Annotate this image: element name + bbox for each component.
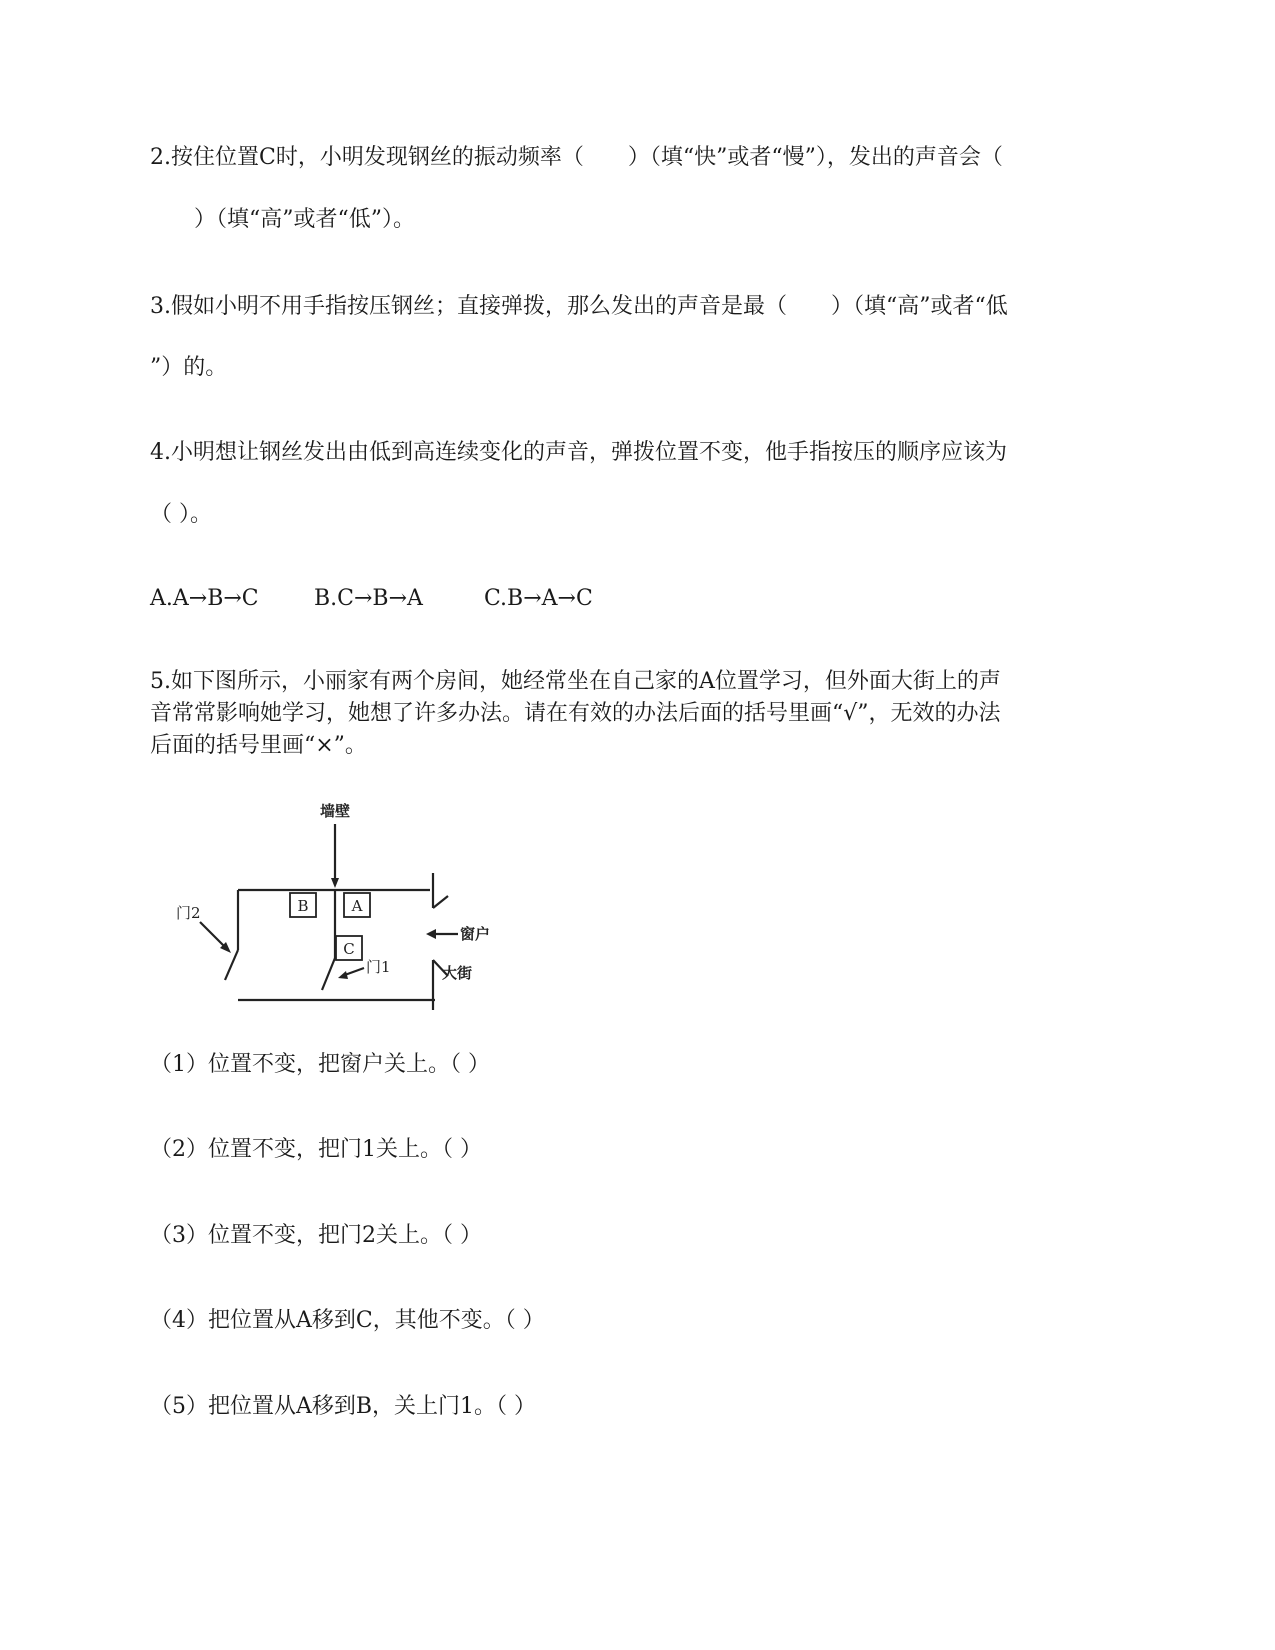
wall-label: 墙壁 <box>319 802 351 820</box>
q4-line1: 4.小明想让钢丝发出由低到高连续变化的声音，弹拨位置不变，他手指按压的顺序应该为 <box>150 440 1007 465</box>
room-diagram <box>150 800 510 1020</box>
q4-option-a: A.A→B→C <box>150 586 259 611</box>
q5-line2: 音常常影响她学习，她想了许多办法。请在有效的办法后面的括号里画“√”，无效的办法 <box>150 701 1001 726</box>
q5-line1: 5.如下图所示，小丽家有两个房间，她经常坐在自己家的A位置学习，但外面大街上的声 <box>150 669 1001 694</box>
q5-item-2: （2）位置不变，把门1关上。（ ） <box>150 1137 482 1162</box>
q5-item-5: （5）把位置从A移到B，关上门1。（ ） <box>150 1394 537 1419</box>
q4-option-b: B.C→B→A <box>314 586 423 611</box>
box-b-label: B <box>297 897 309 915</box>
door2-label: 门2 <box>176 904 201 922</box>
q2-line2: ）（填“高”或者“低”）。 <box>150 207 415 232</box>
q5-item-1: （1）位置不变，把窗户关上。（ ） <box>150 1052 490 1077</box>
q2-line1: 2.按住位置C时，小明发现钢丝的振动频率（ ）（填“快”或者“慢”），发出的声音会（ <box>150 145 1003 170</box>
box-c-label: C <box>343 940 355 958</box>
q3-line2: ”）的。 <box>150 355 228 380</box>
q5-paragraph <box>150 666 1130 762</box>
q5-item-3: （3）位置不变，把门2关上。（ ） <box>150 1223 482 1248</box>
street-label: 大街 <box>442 964 473 982</box>
q4-option-c: C.B→A→C <box>484 586 593 611</box>
box-a-label: A <box>351 897 363 915</box>
window-label: 窗户 <box>460 925 491 943</box>
q3-line1: 3.假如小明不用手指按压钢丝；直接弹拨，那么发出的声音是最（ ）（填“高”或者“低 <box>150 294 1008 319</box>
q5-line3: 后面的括号里画“×”。 <box>150 733 367 758</box>
q5-item-4: （4）把位置从A移到C，其他不变。（ ） <box>150 1308 545 1333</box>
q4-line2: （ ）。 <box>150 502 212 527</box>
door1-label: 门1 <box>366 958 391 976</box>
